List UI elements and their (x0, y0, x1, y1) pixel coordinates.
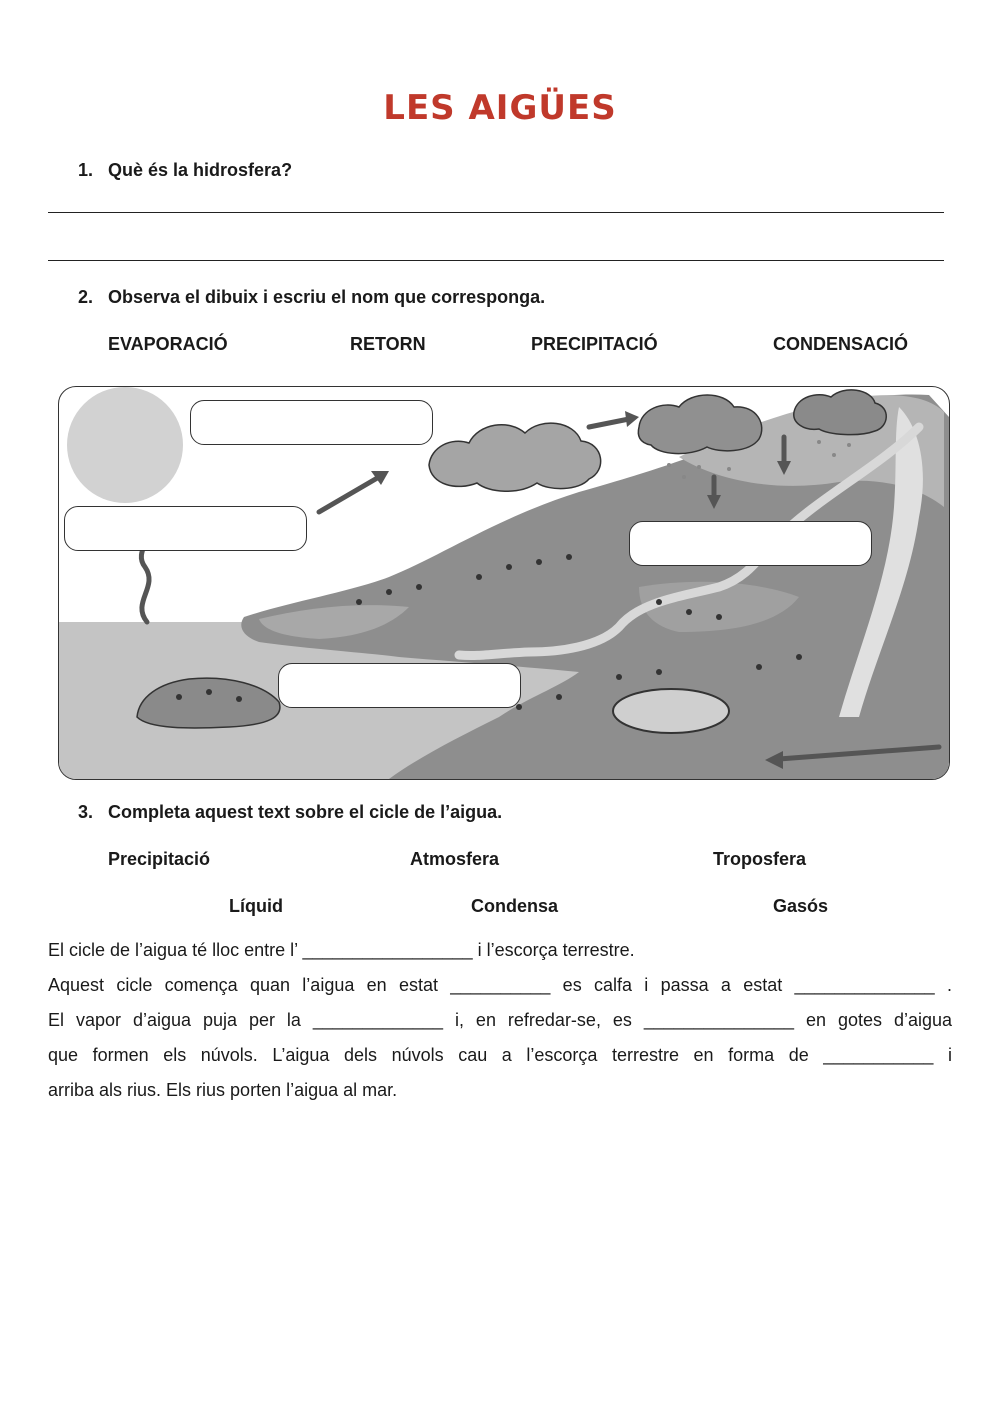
water-cycle-figure (58, 386, 950, 780)
arrow-up-icon (319, 477, 379, 512)
word-atmosfera: Atmosfera (410, 849, 500, 869)
question-text: Què és la hidrosfera? (108, 160, 293, 180)
answer-box-3[interactable] (629, 521, 872, 566)
sun-icon (67, 387, 183, 503)
paragraph-line: que formen els núvols. L’aigua dels núvols cau a l’escorça terrestre en forma de ___________ i (48, 1045, 952, 1065)
word-evaporacio: EVAPORACIÓ (108, 334, 228, 354)
word-precipitacio: PRECIPITACIÓ (531, 334, 658, 354)
answer-box-1[interactable] (190, 400, 433, 445)
word-condensacio: CONDENSACIÓ (773, 334, 909, 354)
rain-cloud-icon (638, 395, 761, 454)
question-3 (78, 802, 502, 823)
question-1 (78, 160, 292, 181)
word-precipitacio: Precipitació (108, 849, 211, 869)
word-retorn: RETORN (350, 334, 426, 354)
question-2 (78, 287, 545, 308)
word-troposfera: Troposfera (713, 849, 807, 869)
question-text: Completa aquest text sobre el cicle de l’aigua. (108, 802, 503, 822)
paragraph-line: El cicle de l’aigua té lloc entre l’ _________________ i l’escorça terrestre. (48, 940, 635, 960)
paragraph-line: arriba als rius. Els rius porten l’aigua al mar. (48, 1080, 398, 1100)
question-number: 3. (78, 802, 94, 822)
paragraph-line: El vapor d’aigua puja per la _____________ i, en refredar-se, es _______________ en gotes d’aigua (48, 1010, 952, 1030)
paragraph-line: Aquest cicle comença quan l’aigua en estat __________ es calfa i passa a estat ______________ . (48, 975, 952, 995)
word-liquid: Líquid (229, 896, 283, 916)
fill-in-paragraph (48, 933, 952, 1108)
answer-box-2[interactable] (64, 506, 307, 551)
answer-line-1[interactable] (48, 212, 944, 213)
word-gasos: Gasós (773, 896, 829, 916)
lake-icon (613, 689, 729, 733)
arrow-right-icon (589, 419, 629, 427)
answer-box-4[interactable] (278, 663, 521, 708)
question-number: 2. (78, 287, 94, 307)
water-cycle-illustration-icon (59, 387, 949, 779)
word-condensa: Condensa (471, 896, 559, 916)
cloud-icon (429, 423, 601, 491)
question-number: 1. (78, 160, 94, 180)
answer-line-2[interactable] (48, 260, 944, 261)
question-text: Observa el dibuix i escriu el nom que corresponga. (108, 287, 546, 307)
page-title: LES AIGÜES (383, 88, 617, 128)
